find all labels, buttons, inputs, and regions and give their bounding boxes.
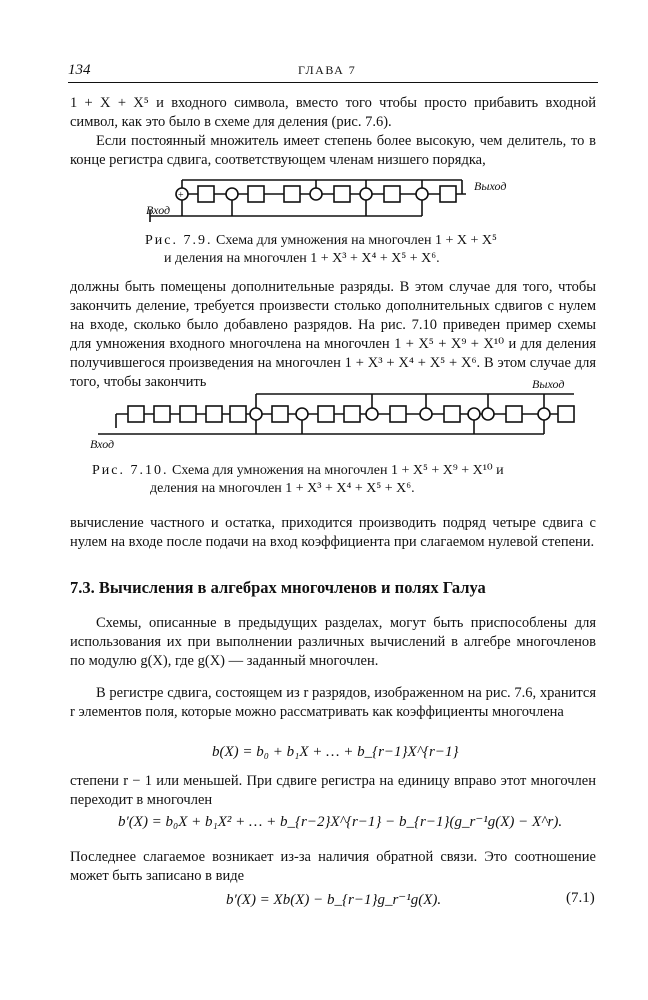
register-cell xyxy=(334,186,350,202)
adder-circle xyxy=(360,188,372,200)
register-cell xyxy=(248,186,264,202)
formula-1: b(X) = b₀ + b₁X + … + b_{r−1}X^{r−1} xyxy=(212,744,459,760)
register-cell xyxy=(384,186,400,202)
section-number: 7.3. xyxy=(70,578,95,597)
figure-7-10-caption-line1: Схема для умножения на многочлен 1 + X⁵ + X⁹ + X¹⁰ и xyxy=(172,463,504,478)
adder-circle xyxy=(310,188,322,200)
figure-7-10-caption-label: Рис. 7.10. xyxy=(92,463,169,478)
page-number: 134 xyxy=(68,62,91,78)
figure-7-9-caption-line1: Схема для умножения на многочлен 1 + X + X⁵ xyxy=(216,233,497,248)
figure-7-9-caption-label: Рис. 7.9. xyxy=(145,233,213,248)
header-rule xyxy=(68,82,598,83)
figure-7-9-output-label: Выход xyxy=(474,179,507,193)
figure-7-10-caption-line2: деления на многочлен 1 + X³ + X⁴ + X⁵ + X⁶. xyxy=(150,481,415,496)
figure-7-10-output-label: Выход xyxy=(532,377,565,391)
paragraph-7: степени r − 1 или меньшей. При сдвиге регистра на единицу вправо этот многочлен переходит в многочлен xyxy=(70,773,596,808)
register-cell xyxy=(284,186,300,202)
adder-circle xyxy=(416,188,428,200)
paragraph-5: Схемы, описанные в предыдущих разделах, могут быть приспособлены для использования их при выполнении различных вычислений в алгебре многочленов по модулю g(X), где g(X) — заданный многочлен. xyxy=(70,615,596,669)
figure-7-9-caption xyxy=(140,232,560,268)
adder-circle xyxy=(226,188,238,200)
register-cell xyxy=(440,186,456,202)
figure-7-10-input-label: Вход xyxy=(90,437,115,450)
formula-3: b′(X) = Xb(X) − b_{r−1}g_r⁻¹g(X). xyxy=(226,892,442,908)
svg-text:+: + xyxy=(178,190,184,201)
chapter-title: ГЛАВА 7 xyxy=(298,63,357,77)
figure-7-10-diagram xyxy=(88,376,578,450)
paragraph-6: В регистре сдвига, состоящем из r разрядов, изображенном на рис. 7.6, хранится r элементов поля, которые можно рассматривать как коэффициенты многочлена xyxy=(70,685,596,720)
figure-7-10-caption xyxy=(92,462,592,498)
figure-7-9-caption-line2: и деления на многочлен 1 + X³ + X⁴ + X⁵ + X⁶. xyxy=(164,251,440,266)
formula-2: b′(X) = b₀X + b₁X² + … + b_{r−2}X^{r−1} − b_{r−1}(g_r⁻¹g(X) − X^r). xyxy=(118,814,563,830)
section-heading xyxy=(70,578,486,598)
formula-3-number: (7.1) xyxy=(566,890,595,906)
register-cell xyxy=(198,186,214,202)
paragraph-1: 1 + X + X⁵ и входного символа, вместо того чтобы просто прибавить входной символ, как это было в схеме для деления (рис. 7.6). xyxy=(70,95,596,130)
paragraph-3: должны быть помещены дополнительные разряды. В этом случае для того, чтобы закончить деление, требуется произвести столько дополнительных сдвигов с нулем на входе, сколько было добавлено разрядов. На рис. 7.10 приведен пример схемы для умножения входного многочлена на многочлен 1 + X⁵ + X⁹ + X¹⁰ и для деления получившегося произведения на многочлен 1 + X³ + X⁴ + X⁵ + X⁶. В этом случае для того, чтобы закончить xyxy=(70,279,596,390)
section-title: Вычисления в алгебрах многочленов и полях Галуа xyxy=(98,578,486,597)
paragraph-8: Последнее слагаемое возникает из-за наличия обратной связи. Это соотношение может быть записано в виде xyxy=(70,849,596,884)
paragraph-2: Если постоянный множитель имеет степень более высокую, чем делитель, то в конце регистра сдвига, соответствующем членам низшего порядка, xyxy=(70,133,596,168)
paragraph-4: вычисление частного и остатка, приходится производить подряд четыре сдвига с нулем на входе после подачи на вход коэффициента при слагаемом нулевой степени. xyxy=(70,515,596,550)
figure-7-9-diagram xyxy=(140,172,530,230)
figure-7-9-input-label: Вход xyxy=(146,203,171,217)
